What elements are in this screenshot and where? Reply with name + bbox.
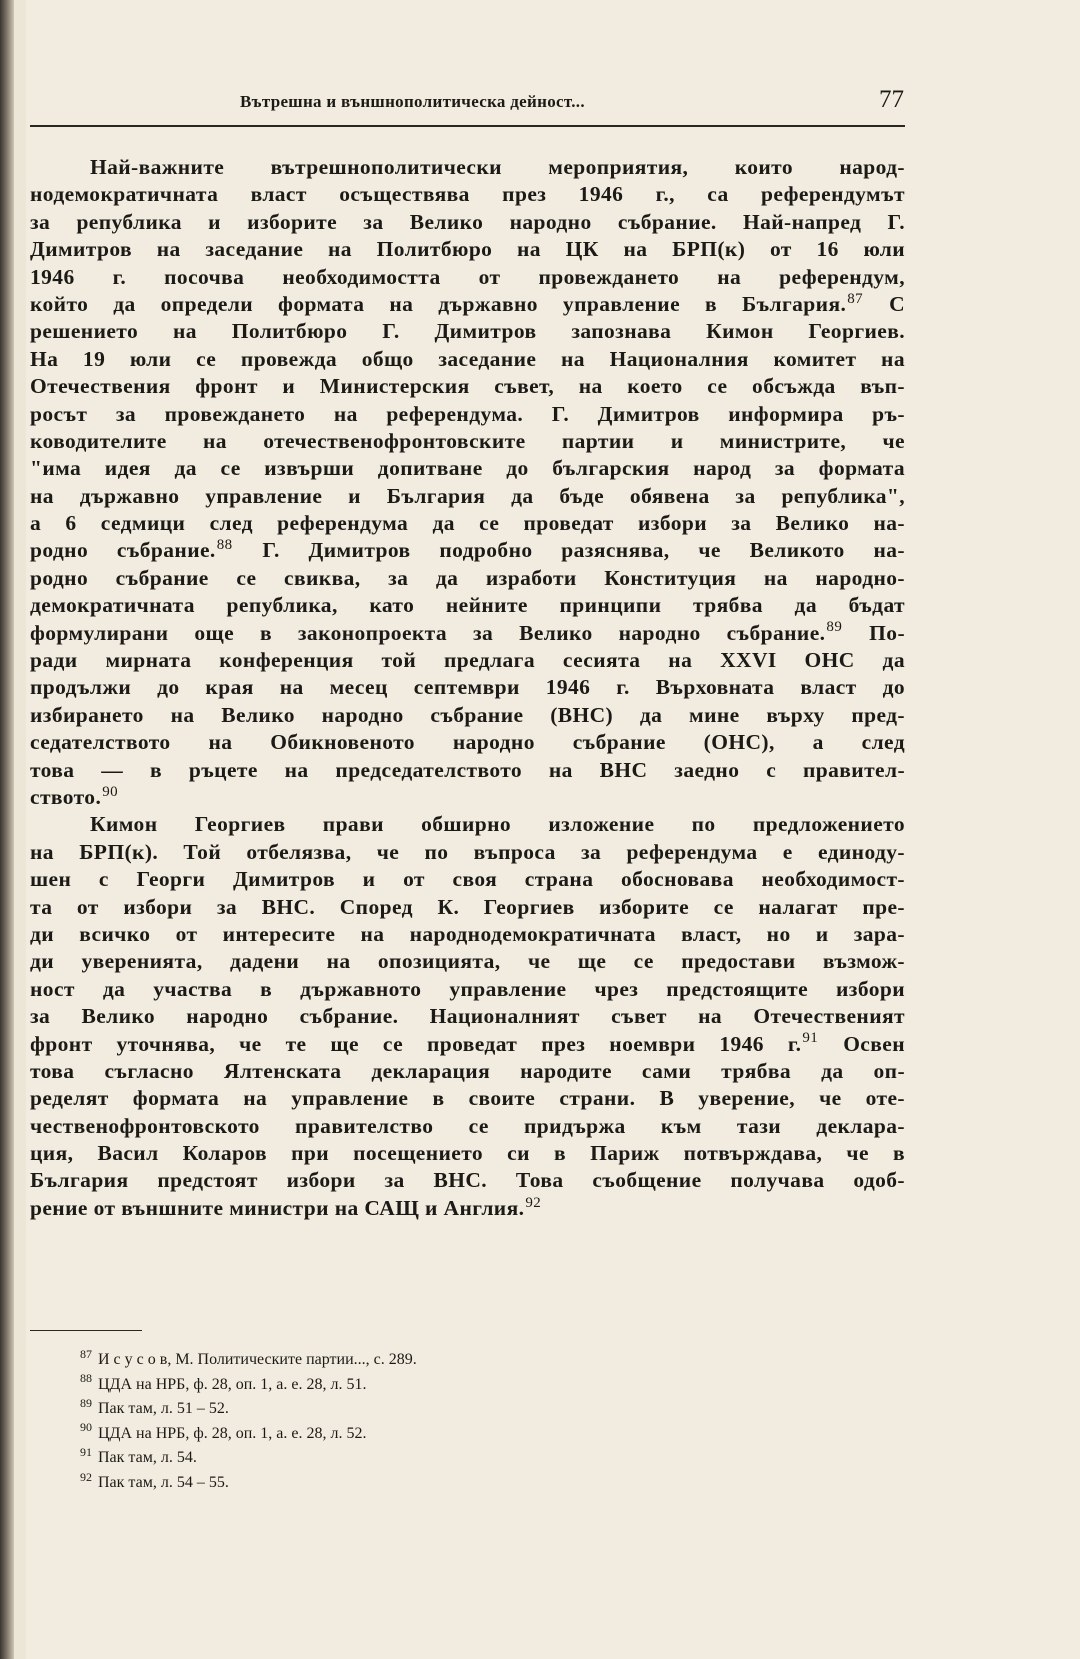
text-line: "има идея да се извърши допитване до българския народ за формата (30, 456, 905, 481)
footnote-number: 92 (80, 1469, 92, 1484)
text-line: Димитров на заседание на Политбюро на ЦК на БРП(к) от 16 юли (30, 237, 905, 262)
text-line: на БРП(к). Той отбелязва, че по въпроса за референдума е единоду- (30, 839, 905, 864)
text-line: ция, Васил Коларов при посещението си в Париж потвърждава, че в (30, 1141, 905, 1166)
footnote-ref: 89 (826, 619, 843, 636)
text-line: 1946 г. посочва необходимостта от провеждането на референдум, (30, 264, 905, 289)
text-line: това съгласно Ялтенската декларация народите сами трябва да оп- (30, 1058, 905, 1083)
text-line (30, 620, 905, 647)
text-segment: ството. (30, 784, 102, 809)
header-rule (30, 125, 905, 127)
text-segment: По- (869, 620, 906, 645)
text-line: ди уверенията, дадени на опозицията, че ще се предостави възмож- (30, 949, 905, 974)
text-line: ради мирната конференция той предлага сесията на XXVI ОНС да (30, 648, 905, 673)
text-line: на държавно управление и България да бъде обявена за република", (30, 483, 905, 508)
text-segment: С (889, 291, 905, 316)
footnote-ref: 87 (847, 290, 864, 307)
footnote (80, 1373, 680, 1398)
footnote-text: ЦДА на НРБ, ф. 28, оп. 1, а. е. 28, л. 52. (98, 1424, 367, 1442)
page-header (240, 88, 904, 122)
footnote-ref: 90 (102, 783, 119, 800)
body-text (30, 154, 905, 1222)
text-line (30, 291, 905, 318)
text-line: демократичната република, като нейните принципи трябва да бъдат (30, 593, 905, 618)
footnote (80, 1422, 680, 1447)
footnote (80, 1397, 680, 1422)
text-line: родно събрание се свиква, за да изработи Конституция на народно- (30, 565, 905, 590)
footnote-text: ЦДА на НРБ, ф. 28, оп. 1, а. е. 28, л. 51. (98, 1375, 367, 1393)
text-line: за Велико народно събрание. Националният съвет на Отечественият (30, 1004, 905, 1029)
text-line: росът за провеждането на референдума. Г. Димитров информира ръ- (30, 401, 905, 426)
footnote-number: 89 (80, 1395, 92, 1410)
footnote-separator (30, 1330, 142, 1331)
footnote-text: Пак там, л. 51 – 52. (98, 1400, 229, 1418)
running-title: Вътрешна и външнополитическа дейност... (240, 92, 585, 111)
footnote (80, 1446, 680, 1471)
text-segment: фронт уточнява, че те ще се проведат през ноември 1946 г. (30, 1031, 802, 1056)
text-line: чественофронтовското правителство се придържа към тази деклара- (30, 1113, 905, 1138)
text-line: това — в ръцете на председателството на ВНС заедно с правител- (30, 757, 905, 782)
text-line (30, 784, 905, 811)
text-line: шен с Георги Димитров и от своя страна обосновава необходимост- (30, 867, 905, 892)
text-line: ност да участва в държавното управление чрез предстоящите избори (30, 976, 905, 1001)
footnote-ref: 91 (802, 1030, 819, 1047)
text-line: ределят формата на управление в своите страни. В уверение, че оте- (30, 1086, 905, 1111)
text-line: продължи до края на месец септември 1946 г. Върховната власт до (30, 675, 905, 700)
footnote-text: Пак там, л. 54 – 55. (98, 1473, 229, 1491)
text-line: та от избори за ВНС. Според К. Георгиев изборите се налагат пре- (30, 894, 905, 919)
text-line: ди всичко от интересите на народнодемократичната власт, но и зара- (30, 921, 905, 946)
footnote-number: 87 (80, 1346, 92, 1361)
footnote-number: 88 (80, 1371, 92, 1386)
footnote-number: 90 (80, 1420, 92, 1435)
page-number: 77 (879, 86, 904, 113)
text-line: решението на Политбюро Г. Димитров запознава Кимон Георгиев. (30, 319, 905, 344)
footnote-ref: 92 (525, 1194, 542, 1211)
text-segment: формулирани още в законопроекта за Велико народно събрание. (30, 620, 826, 645)
footnote (80, 1471, 680, 1496)
text-segment: рение от външните министри на САЩ и Англия. (30, 1195, 525, 1220)
footnote (80, 1348, 680, 1373)
text-line: На 19 юли се провежда общо заседание на Националния комитет на (30, 346, 905, 371)
page-binding-edge (0, 0, 14, 1659)
text-segment: Освен (843, 1031, 905, 1056)
text-line: за република и изборите за Велико народно събрание. Най-напред Г. (30, 209, 905, 234)
text-line: Отечествения фронт и Министерския съвет, на което се обсъжда въп- (30, 374, 905, 399)
text-line (30, 1195, 905, 1222)
text-line: Кимон Георгиев прави обширно изложение по предложението (90, 812, 905, 837)
footnote-ref: 88 (216, 537, 233, 554)
text-line: ководителите на отечественофронтовските партии и министрите, че (30, 428, 905, 453)
text-segment: родно събрание. (30, 538, 216, 563)
text-line (30, 1031, 905, 1058)
text-line: а 6 седмици след референдума да се проведат избори за Велико на- (30, 511, 905, 536)
footnote-text: Пак там, л. 54. (98, 1449, 197, 1467)
text-line: нодемократичната власт осъществява през 1946 г., са референдумът (30, 182, 905, 207)
text-line: Най-важните вътрешнополитически мероприятия, които народ- (90, 155, 905, 179)
text-segment: Г. Димитров подробно разяснява, че Великото на- (262, 538, 905, 563)
text-segment: който да определи формата на държавно управление в България. (30, 291, 847, 316)
footnote-number: 91 (80, 1445, 92, 1460)
footnotes (80, 1348, 680, 1496)
text-line: седателството на Обикновеното народно събрание (ОНС), а след (30, 730, 905, 755)
text-line (30, 537, 905, 564)
footnote-text: И с у с о в, М. Политическите партии..., с. 289. (98, 1351, 417, 1368)
text-line: България предстоят избори за ВНС. Това съобщение получава одоб- (30, 1168, 905, 1193)
text-line: избирането на Велико народно събрание (ВНС) да мине върху пред- (30, 702, 905, 727)
